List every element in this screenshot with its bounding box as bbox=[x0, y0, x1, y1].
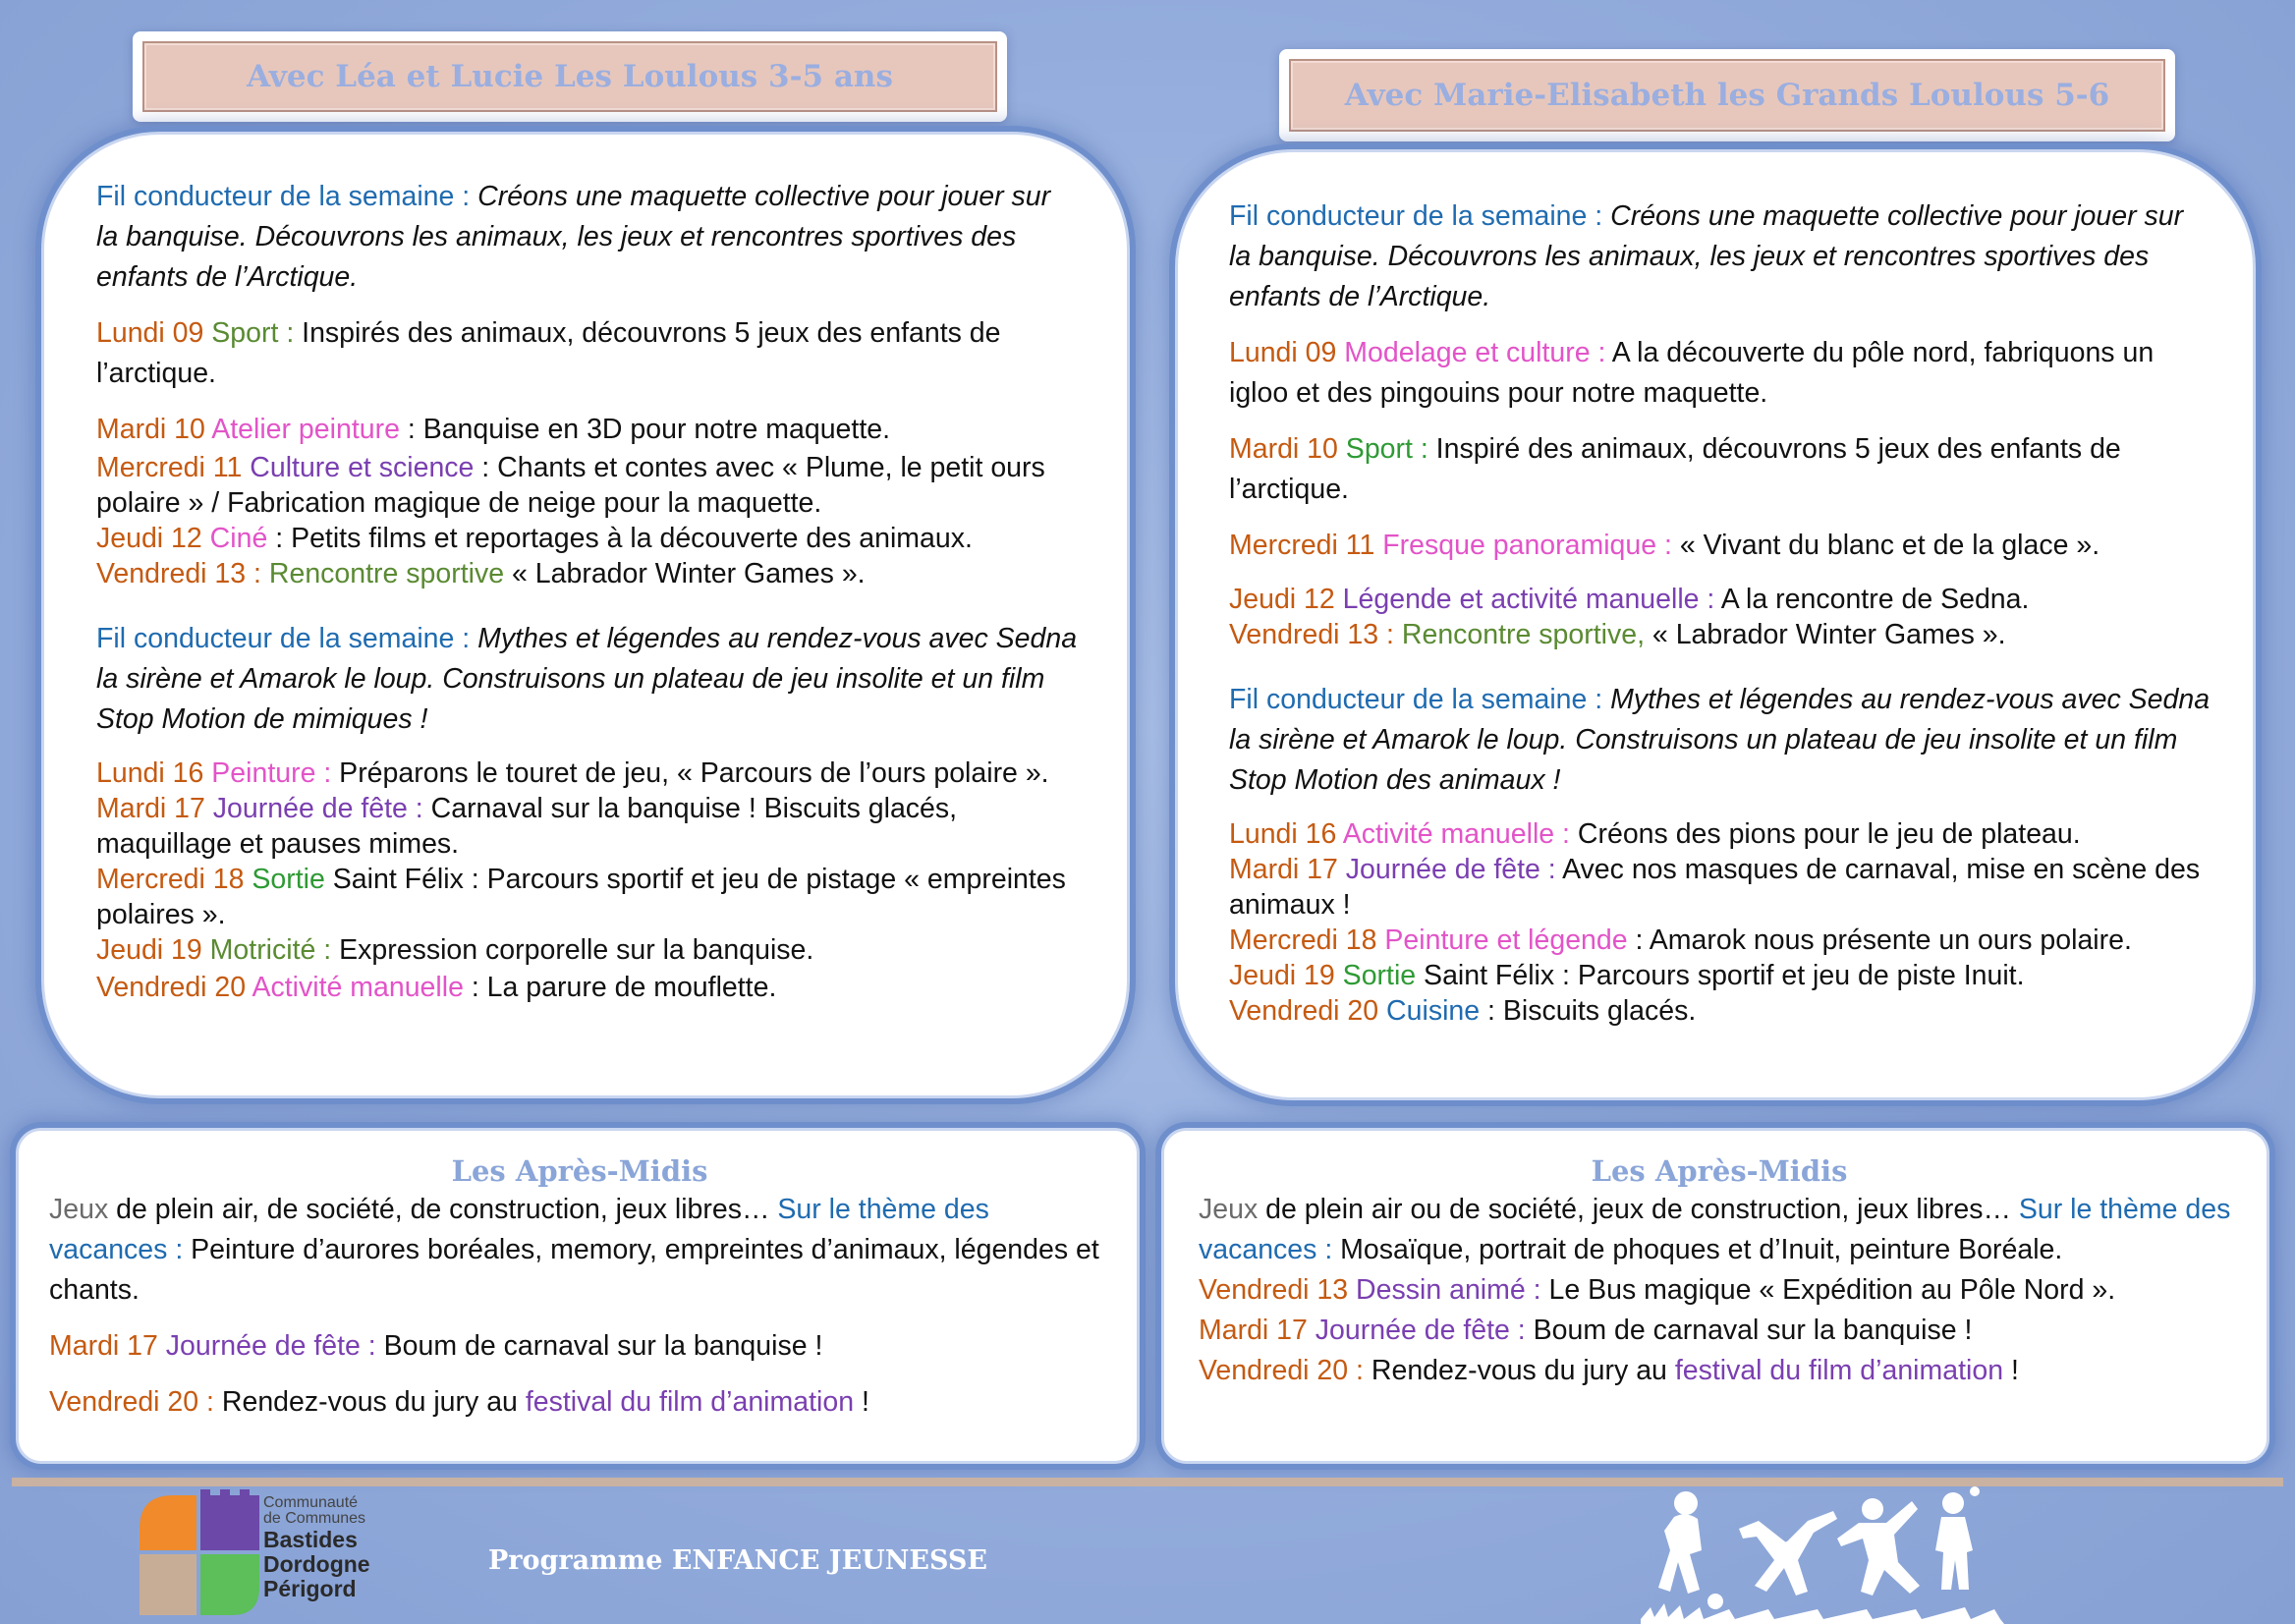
right-afternoon-title: Les Après-Midis bbox=[1591, 1154, 1848, 1188]
right-week2-day-4: Vendredi 20 Cuisine : Biscuits glacés. bbox=[1229, 995, 1697, 1027]
right-afternoon-intro: Jeux de plein air ou de société, jeux de construction, jeux libres… Sur le thème des vacances : Mosaïque, portrait de phoques et d’Inuit, peinture Boréale. bbox=[1199, 1194, 2231, 1265]
right-afternoon-item-1: Mardi 17 Journée de fête : Boum de carnaval sur la banquise ! bbox=[1199, 1315, 1973, 1346]
left-week2-day-2: Mercredi 18 Sortie Saint Félix : Parcours sportif et jeu de pistage « empreintes polaires ». bbox=[96, 864, 1066, 930]
logo-text: Communauté de Communes Bastides Dordogne Périgord bbox=[263, 1494, 370, 1601]
right-week1-day-2: Mercredi 11 Fresque panoramique : « Vivant du blanc et de la glace ». bbox=[1229, 530, 2100, 561]
children-silhouettes-icon bbox=[1641, 1482, 2004, 1624]
left-afternoon-item-1: Vendredi 20 : Rendez-vous du jury au festival du film d’animation ! bbox=[49, 1386, 869, 1418]
right-title-frame bbox=[1279, 49, 2175, 141]
right-week2-day-2: Mercredi 18 Peinture et légende : Amarok nous présente un ours polaire. bbox=[1229, 924, 2132, 956]
left-week2-day-4: Vendredi 20 Activité manuelle : La parure de mouflette. bbox=[96, 972, 777, 1003]
left-title: Avec Léa et Lucie Les Loulous 3-5 ans bbox=[142, 41, 997, 112]
left-week2-day-3: Jeudi 19 Motricité : Expression corporelle sur la banquise. bbox=[96, 934, 814, 966]
left-week2-theme: Fil conducteur de la semaine : Mythes et légendes au rendez-vous avec Sedna la sirène et Amarok le loup. Construisons un plateau de jeu insolite et un film Stop Motion de mimiques ! bbox=[96, 623, 1078, 735]
left-week1-day-3: Jeudi 12 Ciné : Petits films et reportages à la découverte des animaux. bbox=[96, 523, 973, 554]
right-week2-theme: Fil conducteur de la semaine : Mythes et légendes au rendez-vous avec Sedna la sirène et Amarok le loup. Construisons un plateau de jeu insolite et un film Stop Motion des animaux ! bbox=[1229, 684, 2211, 796]
right-afternoon-item-0: Vendredi 13 Dessin animé : Le Bus magique « Expédition au Pôle Nord ». bbox=[1199, 1274, 2116, 1306]
left-afternoon-item-0: Mardi 17 Journée de fête : Boum de carnaval sur la banquise ! bbox=[49, 1330, 823, 1362]
right-title: Avec Marie-Elisabeth les Grands Loulous 5-6 bbox=[1289, 59, 2165, 132]
right-week2-day-1: Mardi 17 Journée de fête : Avec nos masques de carnaval, mise en scène des animaux ! bbox=[1229, 854, 2201, 921]
left-program-content bbox=[96, 177, 1079, 1007]
right-week1-day-4: Vendredi 13 : Rencontre sportive, « Labrador Winter Games ». bbox=[1229, 619, 2006, 650]
left-afternoon-intro: Jeux de plein air, de société, de construction, jeux libres… Sur le thème des vacances : Peinture d’aurores boréales, memory, empreintes d’animaux, légendes et chants. bbox=[49, 1194, 1099, 1306]
right-week1-day-0: Lundi 09 Modelage et culture : A la découverte du pôle nord, fabriquons un igloo et des pingouins pour notre maquette. bbox=[1229, 337, 2155, 409]
left-title-frame bbox=[133, 31, 1007, 122]
left-week1-day-4: Vendredi 13 : Rencontre sportive « Labrador Winter Games ». bbox=[96, 558, 866, 589]
program-footer-label: Programme ENFANCE JEUNESSE bbox=[488, 1545, 987, 1576]
left-week1-day-0: Lundi 09 Sport : Inspirés des animaux, découvrons 5 jeux des enfants de l’arctique. bbox=[96, 317, 1001, 389]
right-week1-theme: Fil conducteur de la semaine : Créons une maquette collective pour jouer sur la banquise. Découvrons les animaux, les jeux et rencontres sportives des enfants de l’Arctique. bbox=[1229, 200, 2184, 312]
left-afternoon-title: Les Après-Midis bbox=[451, 1154, 708, 1188]
left-week2-day-0: Lundi 16 Peinture : Préparons le touret de jeu, « Parcours de l’ours polaire ». bbox=[96, 757, 1049, 789]
left-afternoon-content bbox=[49, 1152, 1110, 1423]
left-week1-theme: Fil conducteur de la semaine : Créons une maquette collective pour jouer sur la banquise. Découvrons les animaux, les jeux et rencontres sportives des enfants de l’Arctique. bbox=[96, 181, 1051, 293]
left-week1-day-1: Mardi 10 Atelier peinture : Banquise en 3D pour notre maquette. bbox=[96, 414, 891, 445]
left-week2-day-1: Mardi 17 Journée de fête : Carnaval sur la banquise ! Biscuits glacés, maquillage et pauses mimes. bbox=[96, 793, 958, 860]
right-afternoon-item-2: Vendredi 20 : Rendez-vous du jury au festival du film d’animation ! bbox=[1199, 1355, 2019, 1386]
right-week1-day-1: Mardi 10 Sport : Inspiré des animaux, découvrons 5 jeux des enfants de l’arctique. bbox=[1229, 433, 2121, 505]
right-week2-day-3: Jeudi 19 Sortie Saint Félix : Parcours sportif et jeu de piste Inuit. bbox=[1229, 960, 2025, 991]
right-program-content bbox=[1229, 196, 2211, 1029]
right-afternoon-content bbox=[1199, 1152, 2240, 1391]
left-week1-day-2: Mercredi 11 Culture et science : Chants et contes avec « Plume, le petit ours polaire » / Fabrication magique de neige pour la maquette. bbox=[96, 452, 1045, 519]
right-week2-day-0: Lundi 16 Activité manuelle : Créons des pions pour le jeu de plateau. bbox=[1229, 818, 2081, 850]
right-week1-day-3: Jeudi 12 Légende et activité manuelle : A la rencontre de Sedna. bbox=[1229, 584, 2030, 615]
